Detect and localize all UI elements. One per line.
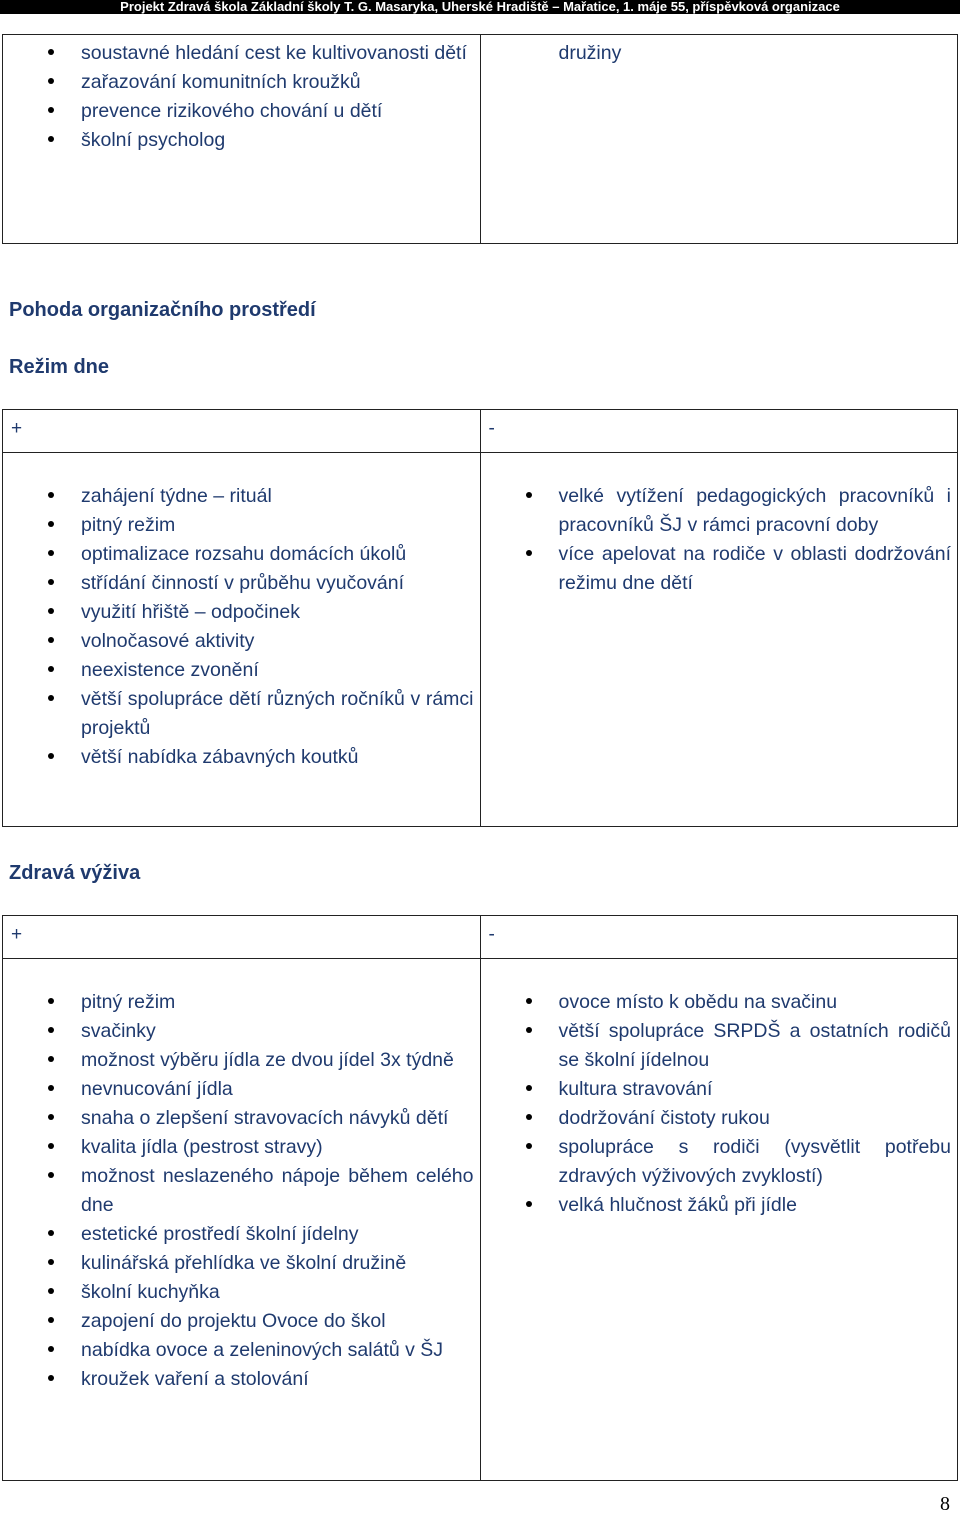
list-item [3, 482, 480, 511]
list-item-text: spolupráce s rodiči (vysvětlit potřebu zdravých výživových zvyklostí) [558, 1136, 951, 1187]
list-item [3, 685, 480, 743]
bullet-icon [48, 608, 54, 614]
bullet-icon [526, 998, 532, 1004]
positive-list [3, 482, 480, 772]
list-item-text: více apelovat na rodiče v oblasti dodržování režimu dne dětí [558, 543, 951, 594]
list-item [3, 97, 480, 126]
plus-header: + [3, 410, 481, 453]
cell-negative [480, 959, 958, 1481]
list-item [3, 743, 480, 772]
list-item [3, 1249, 480, 1278]
table-zdrava-vyziva [2, 915, 958, 1481]
list-item-text: ovoce místo k obědu na svačinu [558, 991, 838, 1013]
list-item [3, 1046, 480, 1075]
bullet-icon [48, 1085, 54, 1091]
list-item [481, 1075, 958, 1104]
bullet-icon [48, 1027, 54, 1033]
bullet-icon [526, 1143, 532, 1149]
list-item-text: kultura stravování [558, 1078, 713, 1100]
list-item-text: svačinky [81, 1020, 156, 1042]
bullet-icon [526, 1114, 532, 1120]
list-item-text: neexistence zvonění [81, 659, 259, 681]
list-item [3, 598, 480, 627]
bullet-icon [48, 136, 54, 142]
list-item [481, 1191, 958, 1220]
list-item [481, 988, 958, 1017]
bullet-icon [48, 637, 54, 643]
plus-header: + [3, 916, 481, 959]
cell-positive [3, 35, 481, 244]
list-item [3, 1220, 480, 1249]
bullet-icon [48, 78, 54, 84]
bullet-icon [48, 1346, 54, 1352]
list-item [481, 1104, 958, 1133]
list-item [3, 1278, 480, 1307]
list-item [3, 68, 480, 97]
list-item-text: optimalizace rozsahu domácích úkolů [81, 543, 407, 565]
list-item-text: pitný režim [81, 514, 176, 536]
list-item-text: kroužek vaření a stolování [81, 1368, 309, 1390]
list-item [3, 540, 480, 569]
list-item [3, 1307, 480, 1336]
list-item [3, 1162, 480, 1220]
cell-negative [480, 35, 958, 244]
list-item [3, 1365, 480, 1394]
list-item [481, 1017, 958, 1075]
list-item [481, 1133, 958, 1191]
list-item [3, 126, 480, 155]
list-item [3, 1075, 480, 1104]
bullet-icon [48, 666, 54, 672]
bullet-icon [48, 1317, 54, 1323]
list-item [3, 1133, 480, 1162]
positive-list [3, 39, 480, 155]
negative-list [481, 39, 958, 68]
list-item [3, 1336, 480, 1365]
list-item [3, 511, 480, 540]
bullet-icon [526, 550, 532, 556]
bullet-icon [48, 550, 54, 556]
minus-header: - [480, 410, 958, 453]
bullet-icon [48, 1259, 54, 1265]
bullet-icon [48, 1230, 54, 1236]
bullet-icon [526, 492, 532, 498]
list-item [3, 627, 480, 656]
bullet-icon [48, 753, 54, 759]
section-title: Zdravá výživa [9, 862, 141, 884]
list-item-text: velké vytížení pedagogických pracovníků i pracovníků ŠJ v rámci pracovní doby [558, 485, 951, 536]
list-item-text: zahájení týdne – rituál [81, 485, 272, 507]
section-subtitle: Režim dne [9, 356, 110, 378]
list-item-text: družiny [558, 42, 622, 64]
cell-negative [480, 453, 958, 827]
negative-list [481, 988, 958, 1220]
list-item-text: využití hřiště – odpočinek [81, 601, 300, 623]
cell-positive [3, 959, 481, 1481]
bullet-icon [526, 1027, 532, 1033]
bullet-icon [48, 1172, 54, 1178]
bullet-icon [526, 1201, 532, 1207]
cell-positive [3, 453, 481, 827]
list-item-text: nevnucování jídla [81, 1078, 233, 1100]
bullet-icon [48, 1375, 54, 1381]
list-item-text: volnočasové aktivity [81, 630, 255, 652]
list-item-text: velká hlučnost žáků při jídle [558, 1194, 797, 1216]
list-item-text: větší spolupráce SRPDŠ a ostatních rodičů se školní jídelnou [558, 1020, 951, 1071]
list-item [481, 540, 958, 598]
list-item-text: estetické prostředí školní jídelny [81, 1223, 359, 1245]
bullet-icon [48, 107, 54, 113]
list-item-text: zapojení do projektu Ovoce do škol [81, 1310, 386, 1332]
list-item [3, 988, 480, 1017]
list-item-text: prevence rizikového chování u dětí [81, 100, 383, 122]
list-item [481, 39, 958, 68]
list-item-text: kulinářská přehlídka ve školní družině [81, 1252, 407, 1274]
list-item-text: snaha o zlepšení stravovacích návyků dětí [81, 1107, 449, 1129]
list-item-text: školní psycholog [81, 129, 226, 151]
list-item-text: možnost neslazeného nápoje během celého dne [81, 1165, 474, 1216]
bullet-icon [48, 579, 54, 585]
bullet-icon [48, 521, 54, 527]
list-item-text: střídání činností v průběhu vyučování [81, 572, 405, 594]
bullet-icon [48, 1114, 54, 1120]
bullet-icon [48, 998, 54, 1004]
list-item [3, 1104, 480, 1133]
bullet-icon [48, 1143, 54, 1149]
list-item-text: větší nabídka zábavných koutků [81, 746, 359, 768]
list-item-text: nabídka ovoce a zeleninových salátů v ŠJ [81, 1339, 444, 1361]
list-item [3, 39, 480, 68]
list-item [481, 482, 958, 540]
list-item [3, 569, 480, 598]
negative-list [481, 482, 958, 598]
list-item-text: možnost výběru jídla ze dvou jídel 3x týdně [81, 1049, 454, 1071]
list-item-text: soustavné hledání cest ke kultivovanosti dětí [81, 42, 467, 64]
list-item-text: větší spolupráce dětí různých ročníků v rámci projektů [81, 688, 474, 739]
positive-list [3, 988, 480, 1394]
bullet-icon [48, 1288, 54, 1294]
list-item-text: pitný režim [81, 991, 176, 1013]
minus-header: - [480, 916, 958, 959]
list-item-text: školní kuchyňka [81, 1281, 220, 1303]
bullet-icon [48, 695, 54, 701]
bullet-icon [48, 1056, 54, 1062]
list-item-text: kvalita jídla (pestrost stravy) [81, 1136, 323, 1158]
table-rezim-dne [2, 409, 958, 827]
document-header: Projekt Zdravá škola Základní školy T. G. Masaryka, Uherské Hradiště – Mařatice, 1. máje 55, příspěvková organizace [0, 0, 960, 14]
list-item [3, 1017, 480, 1046]
bullet-icon [526, 1085, 532, 1091]
bullet-icon [48, 49, 54, 55]
section-title: Pohoda organizačního prostředí [9, 299, 316, 321]
table-continuation [2, 34, 958, 244]
list-item-text: dodržování čistoty rukou [558, 1107, 770, 1129]
page-number: 8 [940, 1493, 950, 1515]
bullet-icon [48, 492, 54, 498]
list-item [3, 656, 480, 685]
list-item-text: zařazování komunitních kroužků [81, 71, 361, 93]
